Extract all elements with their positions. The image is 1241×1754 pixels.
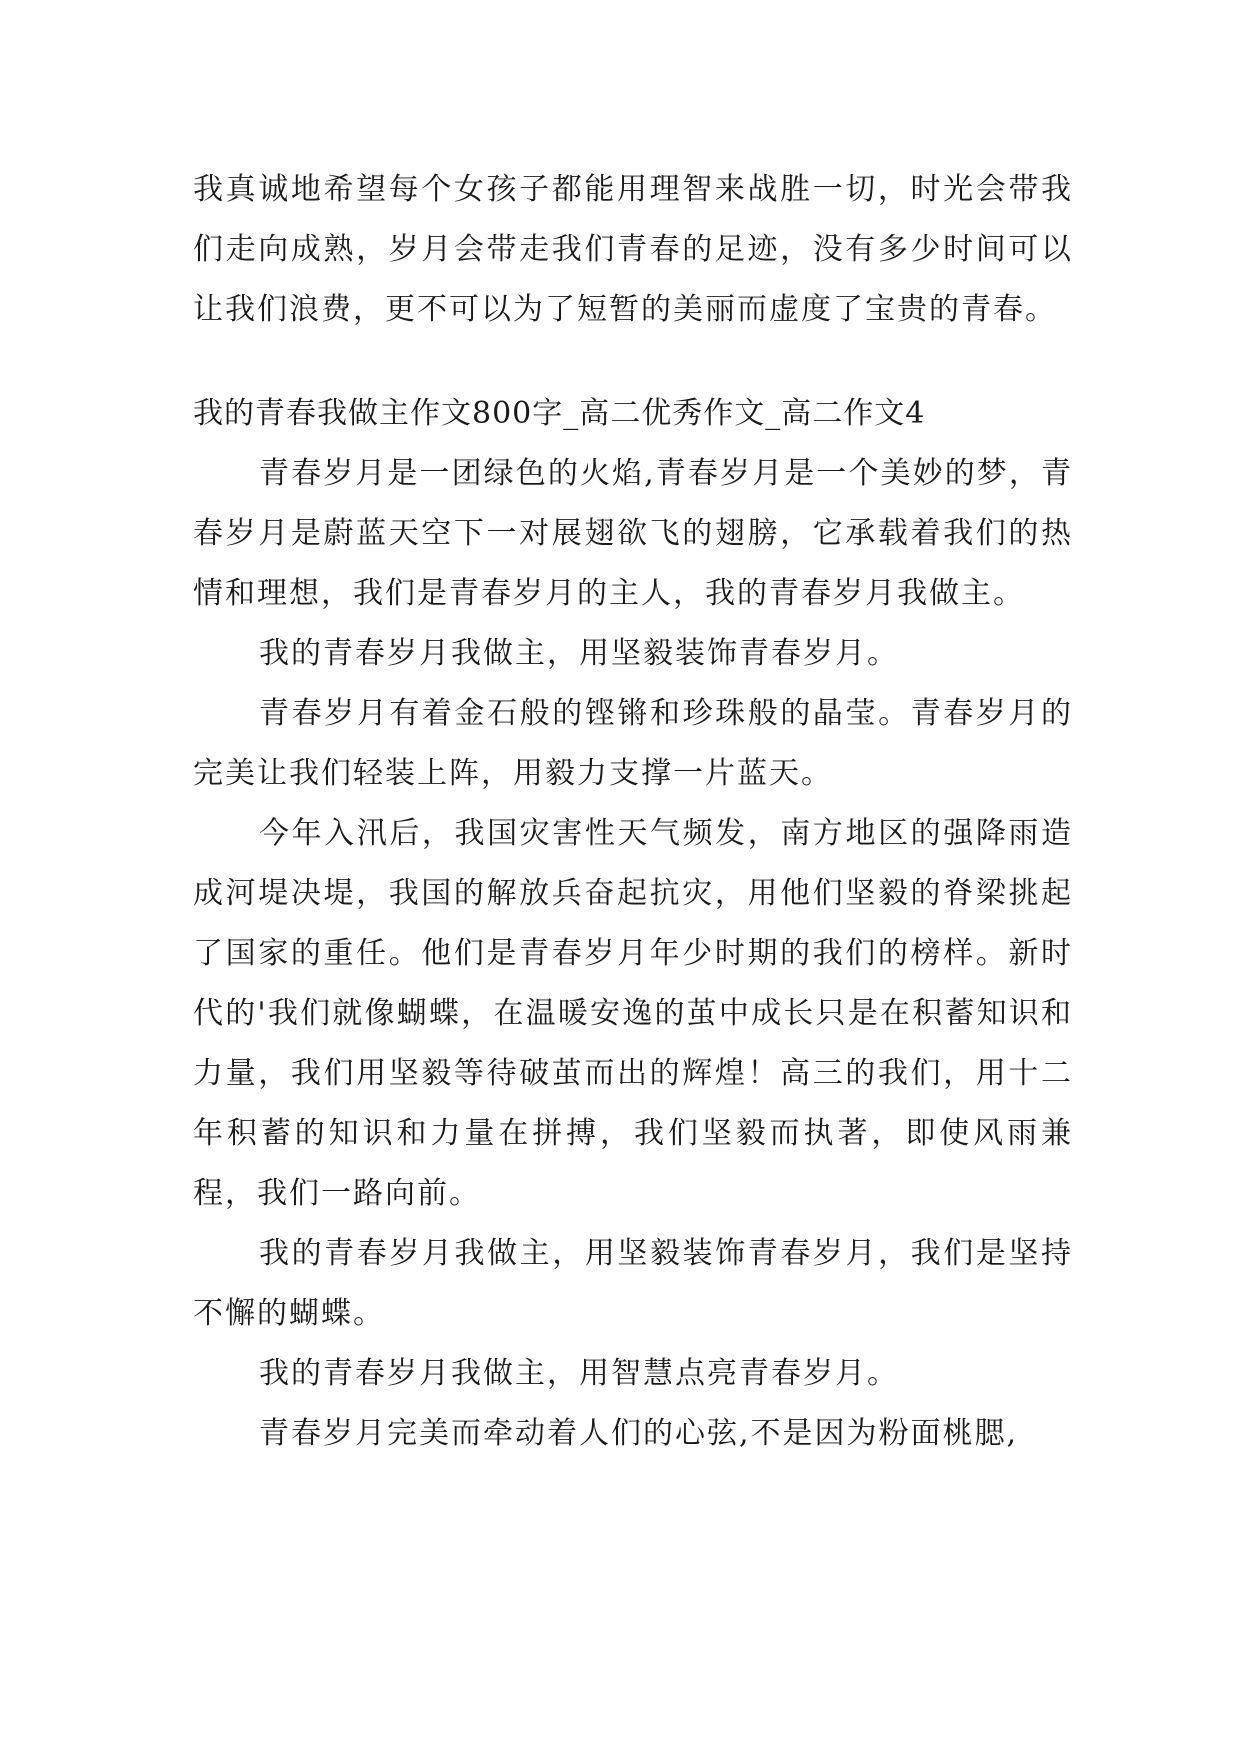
document-body xyxy=(193,160,1073,1464)
paragraph-2: 我的青春岁月我做主，用坚毅装饰青春岁月。 xyxy=(259,636,899,671)
paragraph-1: 青春岁月是一团绿色的火焰,青春岁月是一个美妙的梦，青春岁月是蔚蓝天空下一对展翅欲飞的翅膀，它承载着我们的热情和理想，我们是青春岁月的主人，我的青春岁月我做主。 xyxy=(193,456,1073,611)
paragraph-4: 今年入汛后，我国灾害性天气频发，南方地区的强降雨造成河堤决堤，我国的解放兵奋起抗灾，用他们坚毅的脊梁挑起了国家的重任。他们是青春岁月年少时期的我们的榜样。新时代的'我们就像蝴蝶，在温暖安逸的茧中成长只是在积蓄知识和力量，我们用坚毅等待破茧而出的辉煌！高三的我们，用十二年积蓄的知识和力量在拼搏，我们坚毅而执著，即使风雨兼程，我们一路向前。 xyxy=(193,816,1073,1211)
intro-paragraph: 我真诚地希望每个女孩子都能用理智来战胜一切，时光会带我们走向成熟，岁月会带走我们青春的足迹，没有多少时间可以让我们浪费，更不可以为了短暂的美丽而虚度了宝贵的青春。 xyxy=(193,172,1073,327)
paragraph-6: 我的青春岁月我做主，用智慧点亮青春岁月。 xyxy=(259,1356,899,1391)
paragraph-3: 青春岁月有着金石般的铿锵和珍珠般的晶莹。青春岁月的完美让我们轻装上阵，用毅力支撑一片蓝天。 xyxy=(193,696,1073,791)
paragraph-7: 青春岁月完美而牵动着人们的心弦,不是因为粉面桃腮, xyxy=(259,1416,1019,1451)
paragraph-5: 我的青春岁月我做主，用坚毅装饰青春岁月，我们是坚持不懈的蝴蝶。 xyxy=(193,1236,1073,1331)
essay-title: 我的青春我做主作文800字_高二优秀作文_高二作文4 xyxy=(193,396,926,431)
section-gap xyxy=(193,340,1073,384)
